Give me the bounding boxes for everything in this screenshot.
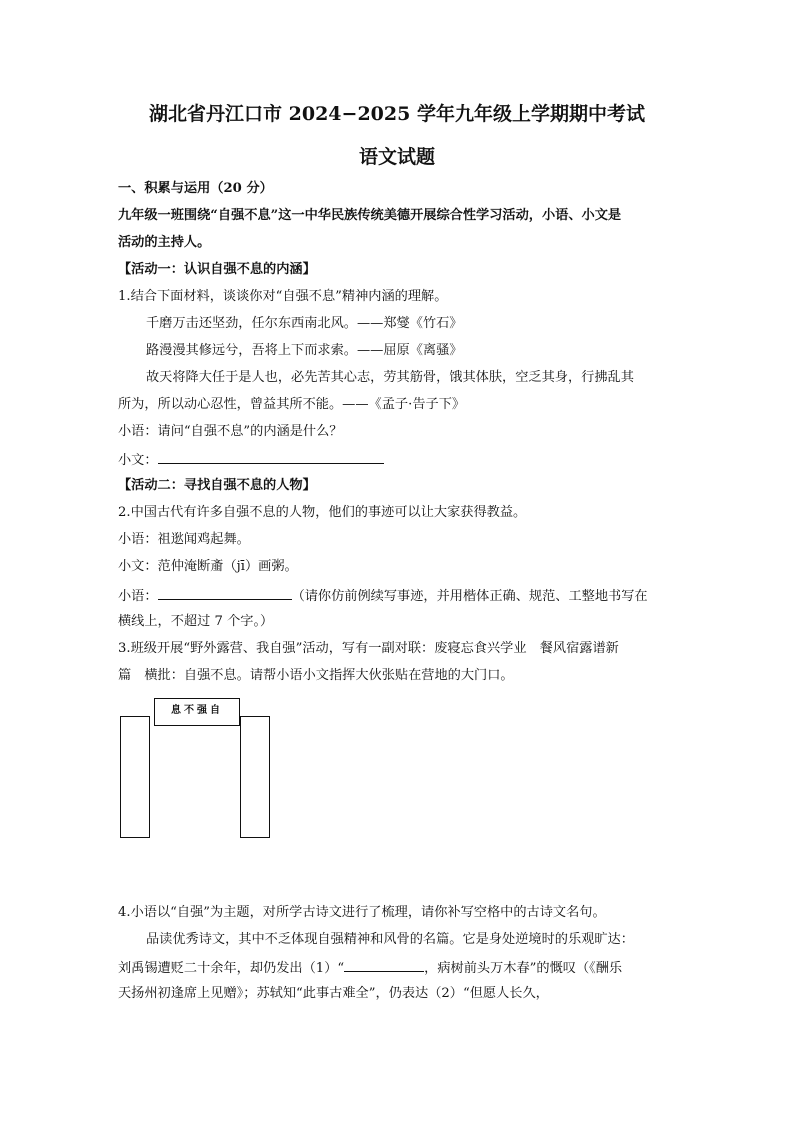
question-4: 4.小语以“自强”为主题，对所学古诗文进行了梳理，请你补写空格中的古诗文名句。 bbox=[118, 905, 606, 920]
xiaowen-answer-row bbox=[118, 449, 384, 471]
question-4-blank-row bbox=[118, 957, 622, 979]
exam-title: 湖北省丹江口市 2024−2025 学年九年级上学期期中考试 bbox=[149, 103, 645, 125]
xiaoyu-label: 小语： bbox=[118, 589, 158, 604]
xiaoyu-example: 小语：祖逖闻鸡起舞。 bbox=[118, 532, 250, 547]
right-couplet-post[interactable] bbox=[240, 716, 270, 838]
horizontal-banner[interactable]: 息不强自 bbox=[154, 698, 240, 726]
xiaoyu-question: 小语：请问“自强不息”的内涵是什么？ bbox=[118, 424, 343, 439]
quote-mengzi: 故天将降大任于是人也，必先苦其心志，劳其筋骨，饿其体肤，空乏其身，行拂乱其 bbox=[146, 370, 634, 385]
question-4-intro: 品读优秀诗文，其中不乏体现自强精神和风骨的名篇。它是身处逆境时的乐观旷达： bbox=[146, 932, 634, 947]
activity1-heading: 【活动一：认识自强不息的内涵】 bbox=[118, 262, 316, 277]
answer-note-cont: 横线上，不超过 7 个字。） bbox=[118, 614, 274, 629]
section-intro-cont: 活动的主持人。 bbox=[118, 235, 211, 250]
xiaoyu-answer-row bbox=[118, 585, 648, 607]
answer-note: （请你仿前例续写事迹，并用楷体正确、规范、工整地书写在 bbox=[291, 589, 648, 604]
question-3: 3.班级开展“野外露营、我自强”活动，写有一副对联：废寝忘食兴学业 餐风宿露谱新 bbox=[118, 641, 619, 656]
answer-blank-4-1[interactable] bbox=[344, 957, 424, 972]
section-heading: 一、积累与运用（20 分） bbox=[118, 181, 273, 196]
answer-blank-1[interactable] bbox=[158, 449, 384, 464]
activity2-heading: 【活动二：寻找自强不息的人物】 bbox=[118, 478, 316, 493]
question-4-cont: 天扬州初逢席上见赠》；苏轼知“此事古难全”，仍表达（2）“但愿人长久， bbox=[118, 986, 549, 1001]
answer-blank-2[interactable] bbox=[158, 585, 292, 600]
question-1: 1.结合下面材料，谈谈你对“自强不息”精神内涵的理解。 bbox=[118, 289, 448, 304]
xiaowen-label: 小文： bbox=[118, 453, 158, 468]
q4-text-b: ，病树前头万木春”的慨叹（《酬乐 bbox=[424, 961, 623, 976]
xiaowen-example: 小文：范仲淹断齑（jī）画粥。 bbox=[118, 559, 298, 574]
question-3-cont: 篇 横批：自强不息。请帮小语小文指挥大伙张贴在营地的大门口。 bbox=[118, 668, 514, 683]
section-intro: 九年级一班围绕“自强不息”这一中华民族传统美德开展综合性学习活动，小语、小文是 bbox=[118, 208, 622, 223]
q4-text-a: 刘禹锡遭贬二十余年，却仍发出（1）“ bbox=[118, 961, 345, 976]
exam-subtitle: 语文试题 bbox=[358, 146, 435, 168]
question-2: 2.中国古代有许多自强不息的人物，他们的事迹可以让大家获得教益。 bbox=[118, 505, 527, 520]
quote-lisao: 路漫漫其修远兮，吾将上下而求索。——屈原《离骚》 bbox=[146, 343, 463, 358]
quote-mengzi-cont: 所为，所以动心忍性，曾益其所不能。——《孟子·告子下》 bbox=[118, 397, 466, 412]
quote-zhuzhi: 千磨万击还坚劲，任尔东西南北风。——郑燮《竹石》 bbox=[146, 316, 463, 331]
left-couplet-post[interactable] bbox=[120, 716, 150, 838]
